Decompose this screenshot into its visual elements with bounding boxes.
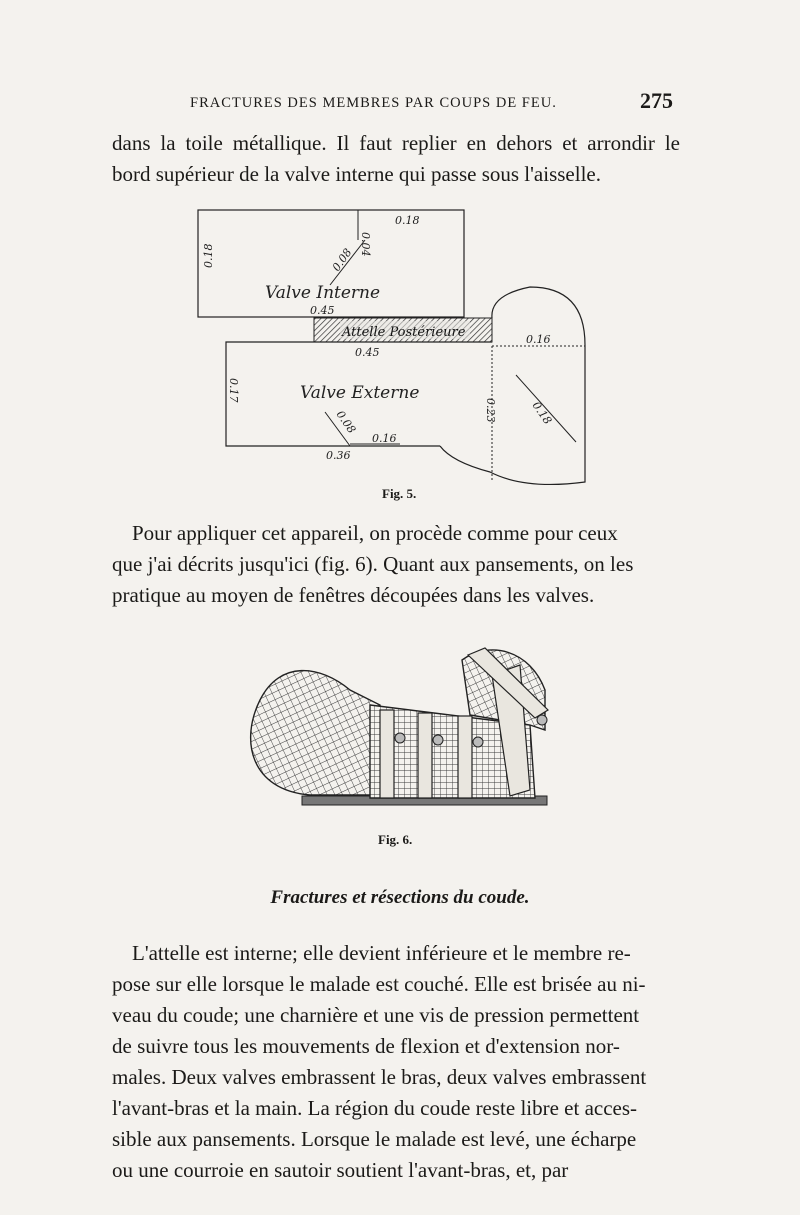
text-line: males. Deux valves embrassent le bras, deux valves embrassent xyxy=(112,1065,647,1089)
dim-label: 0.18 xyxy=(395,214,420,227)
paragraph-middle xyxy=(112,518,680,611)
text-line: pose sur elle lorsque le malade est couché. Elle est brisée au ni- xyxy=(112,972,646,996)
text-line: Pour appliquer cet appareil, on procède comme pour ceux xyxy=(132,521,618,545)
text-line: de suivre tous les mouvements de flexion et d'extension nor- xyxy=(112,1034,620,1058)
dim-label: 0.36 xyxy=(326,449,351,462)
buckle xyxy=(473,737,483,747)
dim-label: 0.18 xyxy=(202,243,215,268)
dim-label: 0.17 xyxy=(227,378,240,403)
buckle xyxy=(395,733,405,743)
text-line: ou une courroie en sautoir soutient l'avant-bras, et, par xyxy=(112,1158,569,1182)
buckle xyxy=(433,735,443,745)
dim-label: 0.23 xyxy=(484,398,497,423)
dim-label: 0.08 xyxy=(329,246,355,274)
text-line: L'attelle est interne; elle devient inférieure et le membre re- xyxy=(132,941,631,965)
valve-interne-label: Valve Interne xyxy=(265,283,381,303)
text-line: dans la toile métallique. Il faut replier en dehors et arrondir le xyxy=(112,131,680,155)
hand-mesh-valve xyxy=(251,671,380,795)
strap xyxy=(380,710,394,798)
text-line: que j'ai décrits jusqu'ici (fig. 6). Quant aux pansements, on les xyxy=(112,552,634,576)
figure-6-caption: Fig. 6. xyxy=(378,832,413,847)
strap xyxy=(458,716,472,798)
paragraph-bottom xyxy=(112,938,680,1186)
figure-5-diagram xyxy=(190,200,600,500)
text-line: sible aux pansements. Lorsque le malade est levé, une écharpe xyxy=(112,1127,637,1151)
paragraph-top xyxy=(112,128,680,190)
text-line: bord supérieur de la valve interne qui passe sous l'aisselle. xyxy=(112,162,601,186)
section-title: Fractures et résections du coude. xyxy=(270,887,530,908)
dim-label: 0.04 xyxy=(359,232,372,257)
text-line: l'avant-bras et la main. La région du coude reste libre et acces- xyxy=(112,1096,638,1120)
dim-label: 0.08 xyxy=(333,408,359,436)
buckle xyxy=(537,715,547,725)
dim-label: 0.16 xyxy=(372,432,397,445)
figure-5-caption: Fig. 5. xyxy=(382,486,417,501)
dim-label: 0.16 xyxy=(526,333,551,346)
dim-label: 0.45 xyxy=(355,346,380,359)
figure-6-illustration xyxy=(230,620,560,820)
valve-externe-label: Valve Externe xyxy=(300,383,420,403)
strap xyxy=(418,713,432,798)
text-line: veau du coude; une charnière et une vis de pression permettent xyxy=(112,1003,640,1027)
page-number: 275 xyxy=(640,88,673,113)
attelle-posterieure-label: Attelle Postérieure xyxy=(342,325,466,340)
dim-label: 0.18 xyxy=(529,399,555,427)
dim-label: 0.45 xyxy=(310,304,335,317)
running-head: FRACTURES DES MEMBRES PAR COUPS DE FEU. xyxy=(190,95,557,111)
text-line: pratique au moyen de fenêtres découpées dans les valves. xyxy=(112,583,595,607)
